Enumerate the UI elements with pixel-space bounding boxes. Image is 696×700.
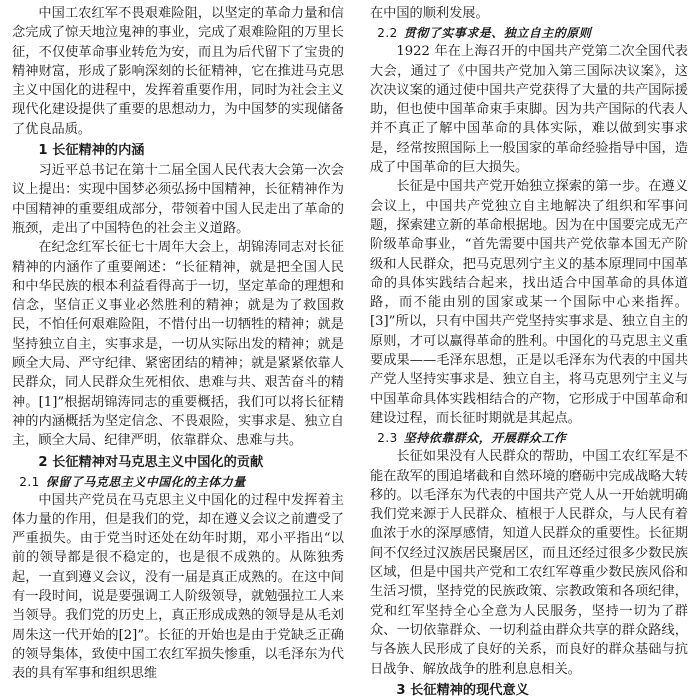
subsection-number: 2.3 <box>377 431 398 446</box>
paragraph: 长征如果没有人民群众的帮助，中国工农红军是不能在敌军的围追堵截和自然环境的磨砺中完成战略大转移的。以毛泽东为代表的中国共产党人从一开始就明确我们党来源于人民群众、植根于人民群众，与人民有着血浓于水的深厚感情，知道人民群众的重要性。长征期间不仅经过汉族居民聚居区，而且还经过很多少数民族区域，但是中国共产党和工农红军尊重少数民族风俗和生活习惯，坚持党的民族政策、宗教政策和各项纪律，党和红军坚持全心全意为人民服务，坚持一切为了群众、一切依靠群众、一切利益由群众共享的群众路线，与各族人民形成了良好的关系，而良好的群众基础与抗日战争、解放战争的胜利息息相关。 <box>370 449 688 677</box>
paragraph: 在纪念红军长征七十周年大会上，胡锦涛同志对长征精神的内涵作了重要阐述：“长征精神，就是把全国人民和中华民族的根本利益看得高于一切，坚定革命的理想和信念，坚信正义事业必然胜利的精神；就是为了救国救民，不怕任何艰难险阻，不惜付出一切牺牲的精神；就是坚持独立自主，实事求是，一切从实际出发的精神；就是顾全大局、严守纪律、紧密团结的精神；就是紧紧依靠人民群众，同人民群众生死相依、患难与共、艰苦奋斗的精神。[1]”根据胡锦涛同志的重要概括，我们可以将长征精神的内涵概括为坚定信念、不畏艰险，实事求是、独立自主，顾全大局、纪律严明，依靠群众、患难与共。 <box>12 240 344 449</box>
paragraph: 中国工农红军不畏艰难险阻，以坚定的革命力量和信念完成了惊天地泣鬼神的事业，完成了艰难险阻的万里长征，不仅使革命事业转危为安，而且为后代留下了宝贵的精神财富，形成了影响深刻的长征精神，它在推进马克思主义中国化的进程中，发挥着重要作用，同时为社会主义现代化建设提供了重要的思想动力，为中国梦的实现储备了优良品质。 <box>12 6 344 137</box>
left-column <box>12 4 344 682</box>
section-heading: 2 长征精神对马克思主义中国化的贡献 <box>38 454 264 470</box>
paragraph: 长征是中国共产党开始独立探索的第一步。在遵义会议上，中国共产党独立自主地解决了组织和军事问题，探索建立新的革命根据地。因为在中国要完成无产阶级革命事业，“首先需要中国共产党依靠本国无产阶级和人民群众，把马克思列宁主义的基本原理同中国革命的具体实践结合起来，找出适合中国革命的具体道路，而不能由别的国家或某一个国际中心来指挥。[3]”所以，只有中国共产党坚持实事求是、独立自主的原则，才可以赢得革命的胜利。中国化的马克思主义重要成果——毛泽东思想，正是以毛泽东为代表的中国共产党人坚持实事求是、独立自主，将马克思列宁主义与中国革命具体实践相结合的产物，它形成于中国革命和建设过程，而长征时期就是其起点。 <box>370 179 688 426</box>
subsection-heading <box>12 473 344 491</box>
subsection-heading <box>370 24 688 42</box>
paragraph: 习近平总书记在第十二届全国人民代表大会第一次会议上提出：实现中国梦必须弘扬中国精神，长征精神作为中国精神的重要组成部分，带领着中国人民走出了革命的瓶颈，走出了中国特色的社会主义道路。 <box>12 163 344 236</box>
subsection-heading <box>370 429 688 447</box>
subsection-title: 保留了马克思主义中国化的主体力量 <box>45 474 246 489</box>
subsection-number: 2.2 <box>377 26 398 41</box>
paragraph: 中国共产党员在马克思主义中国化的过程中发挥着主体力量的作用，但是我们的党，却在遵义会议之前遭受了严重损失。由于党当时还处在幼年时期，邓小平指出“以前的领导都是很不稳定的，也是很不成熟的。从陈独秀起，一直到遵义会议，没有一届是真正成熟的。在这中间有一段时间，说是要强调工人阶级领导，就勉强拉工人来当领导。我们党的历史上，真正形成成熟的领导是从毛刘周朱这一代开始的[2]”。长征的开始也是由于党缺乏正确的领导集体，致使中国工农红军损失惨重，以毛泽东为代表的具有军事和组织思维 <box>12 492 344 682</box>
paragraph: 1922 年在上海召开的中国共产党第二次全国代表大会，通过了《中国共产党加入第三国际决议案》，这次决议案的通过使中国共产党获得了大量的共产国际援助，但也使中国革命束手束脚。因为共产国际的代表人并不真正了解中国革命的具体实际，难以做到实事求是，经常按照国际上一般国家的革命经验指导中国，造成了中国革命的巨大损失。 <box>370 44 688 176</box>
section-heading: 1 长征精神的内涵 <box>38 143 145 159</box>
paragraph: 在中国的顺利发展。 <box>370 6 489 21</box>
right-column <box>370 4 688 698</box>
subsection-title: 坚持依靠群众，开展群众工作 <box>403 431 567 446</box>
subsection-title: 贯彻了实事求是、独立自主的原则 <box>403 26 592 41</box>
section-heading: 3 长征精神的现代意义 <box>396 682 529 698</box>
subsection-number: 2.1 <box>19 474 40 489</box>
